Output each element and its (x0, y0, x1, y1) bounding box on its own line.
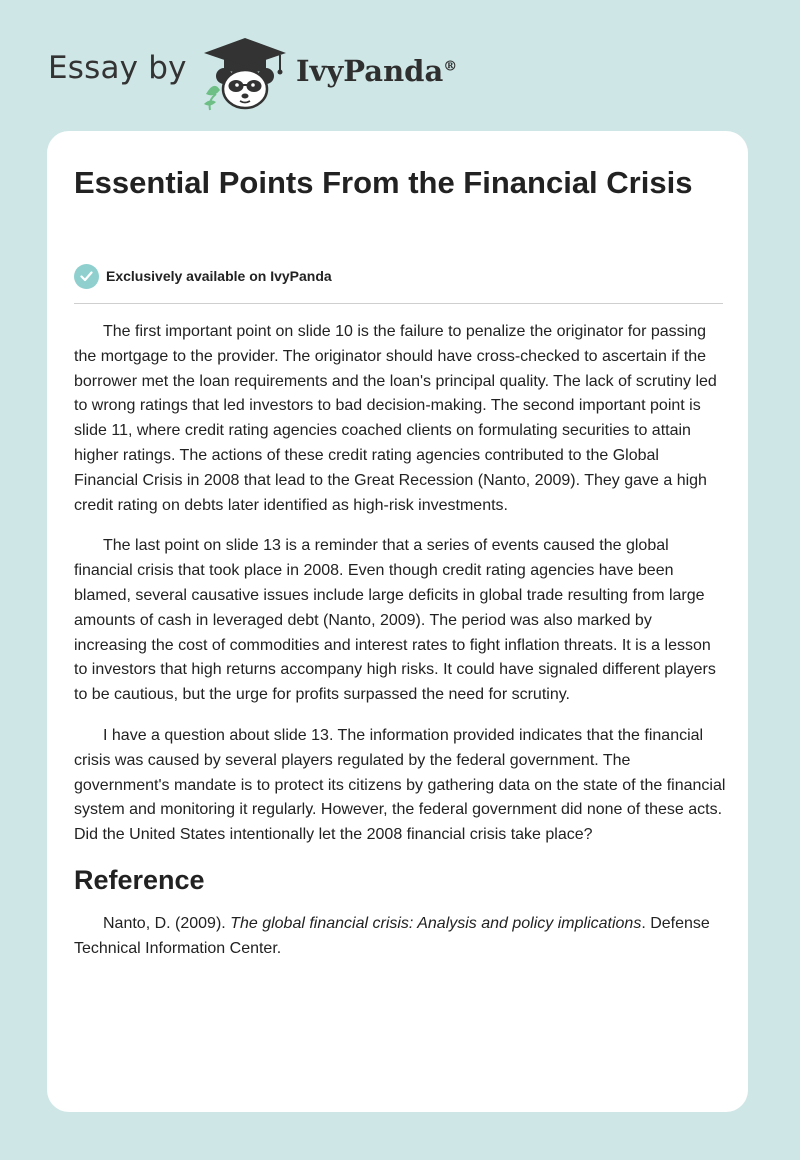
site-header (0, 0, 800, 130)
essay-by-label: Essay by (48, 50, 187, 86)
reference-heading: Reference (74, 864, 205, 895)
article-card (47, 131, 748, 1112)
exclusive-badge (74, 263, 332, 289)
paragraph-2: The last point on slide 13 is a reminder that a series of events caused the global financial crisis that took place in 2008. Even though credit rating agencies have been blamed, several causative issues include large deficits in global trade resulting from large amounts of cash in leveraged debt (Nanto, 2009). The period was also marked by increasing the cost of commodities and interest rates to fight inflation threats. It is a lesson to investors that high returns accompany high risks. It could have signaled different players to be cautious, but the urge for profits surpassed the need for scrutiny. (74, 537, 716, 704)
article-body (74, 320, 726, 962)
article-title: Essential Points From the Financial Crisis (74, 165, 693, 200)
reference-author: Nanto, D. (2009). (103, 914, 231, 932)
registered-mark: ® (443, 58, 458, 75)
divider (74, 303, 723, 304)
paragraph-3: I have a question about slide 13. The information provided indicates that the financial crisis was caused by several players regulated by the federal government. The government's mandate is to protect its citizens by gathering data on the state of the financial system and monitoring it regularly. However, the federal government did none of these acts. Did the United States intentionally let the 2008 financial crisis take place? (74, 726, 726, 844)
brand-name[interactable] (296, 54, 457, 88)
paragraph-1: The first important point on slide 10 is the failure to penalize the originator for passing the mortgage to the provider. The originator should have cross-checked to ascertain if the borrower met the loan requirements and the loan's principal quality. The lack of scrutiny led to wrong ratings that led investors to bad decision-making. The second important point is slide 11, where credit rating agencies coached clients on formulating securities to attain higher ratings. The actions of these credit rating agencies contributed to the Global Financial Crisis in 2008 that lead to the Great Recession (Nanto, 2009). They gave a high credit rating on debts later identified as high-risk investments. (74, 323, 717, 514)
brand-label: IvyPanda (296, 54, 444, 88)
panda-graduate-icon[interactable] (200, 36, 290, 112)
check-circle-icon (74, 264, 99, 289)
reference-entry (74, 912, 726, 962)
exclusive-badge-label: Exclusively available on IvyPanda (106, 268, 332, 284)
reference-publisher: . Defense Technical Information Center. (74, 914, 710, 957)
reference-title: The global financial crisis: Analysis and policy implications (230, 914, 642, 932)
